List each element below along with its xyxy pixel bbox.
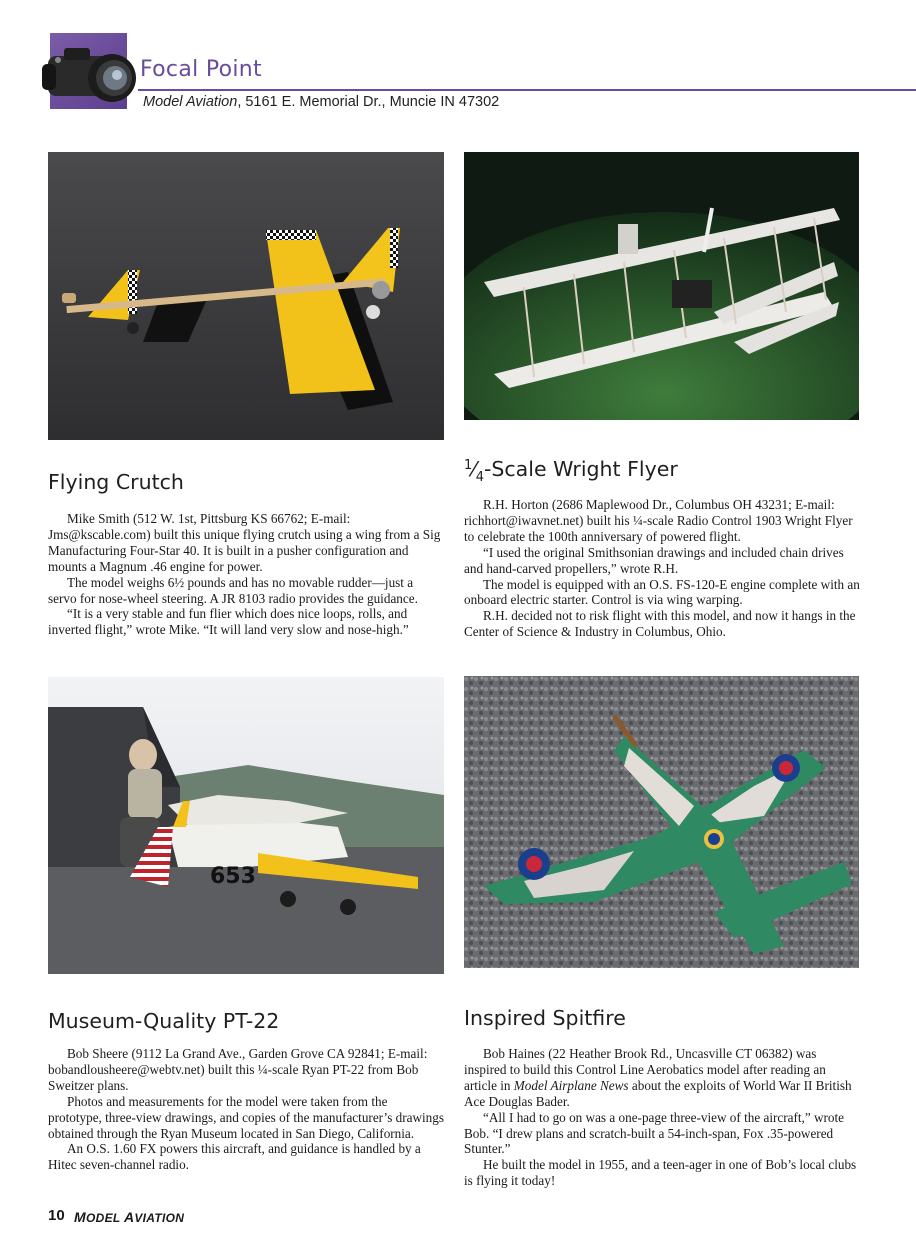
paragraph: An O.S. 1.60 FX powers this aircraft, and guidance is handled by a Hitec seven-channel radio. [48, 1141, 421, 1173]
magazine-title: Model Airplane News [513, 1077, 629, 1093]
paragraph: R.H. Horton (2686 Maplewood Dr., Columbus OH 43231; E-mail: richhort@iwavnet.net) built his ¼-scale Radio Control 1903 Wright Flyer to celebrate the 100th anniversary of powered flight. [464, 497, 853, 544]
paragraph: He built the model in 1955, and a teen-ager in one of Bob’s local clubs is flying it today! [464, 1157, 857, 1189]
fraction-denominator: 4 [475, 470, 484, 486]
paragraph: The model is equipped with an O.S. FS-120-E engine complete with an onboard electric starter. Control is via wing warping. [464, 576, 860, 608]
paragraph: Mike Smith (512 W. 1st, Pittsburg KS 66762; E-mail: Jms@kscable.com) built this unique flying crutch using a wing from a Sig Manufacturing Four-Star 40. It is built in a pusher configuration and mounts a Magnum .46 engine for power. [48, 511, 441, 574]
spitfire-photo [464, 676, 859, 968]
page-number: 10 [48, 1207, 65, 1224]
flying-crutch-title: Flying Crutch [48, 470, 184, 494]
spitfire-title: Inspired Spitfire [464, 1006, 626, 1030]
wright-flyer-title: $^1⁄_4$-Scale Wright Flyer [464, 457, 678, 486]
wright-flyer-title-text: -Scale Wright Flyer [484, 457, 678, 481]
paragraph [464, 1046, 860, 1110]
flying-crutch-body [48, 511, 444, 638]
paragraph-text: Bob Haines (22 Heather Brook Rd., Uncasville CT 06382) was inspired to build this Control Line Aerobatics model after reading an article in [464, 1046, 826, 1093]
camera-icon [42, 42, 138, 104]
fraction-numerator: 1 [464, 458, 473, 473]
paragraph: “I used the original Smithsonian drawings and included chain drives and hand-carved propellers,” wrote R.H. [464, 544, 844, 576]
submission-address [143, 94, 499, 110]
pt22-title: Museum-Quality PT-22 [48, 1009, 280, 1033]
header-rule [138, 89, 916, 91]
paragraph-text: about the exploits of World War II British Ace Douglas Bader. [464, 1077, 852, 1109]
address-text: , 5161 E. Memorial Dr., Muncie IN 47302 [237, 94, 500, 110]
paragraph: The model weighs 6½ pounds and has no movable rudder—just a servo for nose-wheel steering. A JR 8103 radio provides the guidance. [48, 574, 418, 606]
pt22-body [48, 1046, 444, 1173]
paragraph: “All I had to go on was a one-page three-view of the aircraft,” wrote Bob. “I drew plans and scratch-built a 54-inch-span, Fox .35-powered Stunter.” [464, 1109, 845, 1157]
paragraph: Photos and measurements for the model were taken from the prototype, three-view drawings, and copies of the manufacturer’s drawings obtained through the Ryan Museum located in San Diego, California. [48, 1093, 444, 1141]
wright-flyer-photo [464, 152, 859, 420]
address-magazine: Model Aviation [143, 94, 238, 110]
mag-initial: A [123, 1209, 135, 1225]
mag-initial: M [74, 1209, 86, 1225]
flying-crutch-photo [48, 152, 444, 440]
section-title: Focal Point [140, 57, 262, 82]
paragraph: Bob Sheere (9112 La Grand Ave., Garden Grove CA 92841; E-mail: bobandlousheere@webtv.net) built this ¼-scale Ryan PT-22 from Bob Sweitzer plans. [48, 1046, 428, 1093]
paragraph: “It is a very stable and fun flier which does nice loops, rolls, and inverted flight,” wrote Mike. “It will land very slow and nose-high.” [48, 606, 409, 638]
paragraph: R.H. decided not to risk flight with this model, and now it hangs in the Center of Science & Industry in Columbus, Ohio. [464, 608, 856, 640]
pt22-photo [48, 677, 444, 974]
spitfire-body [464, 1046, 860, 1189]
pt22-number-label: 653 [210, 864, 256, 889]
mag-word: VIATION [134, 1211, 185, 1225]
magazine-name [74, 1209, 184, 1225]
mag-word: ODEL [85, 1211, 121, 1225]
wright-flyer-body [464, 497, 860, 640]
